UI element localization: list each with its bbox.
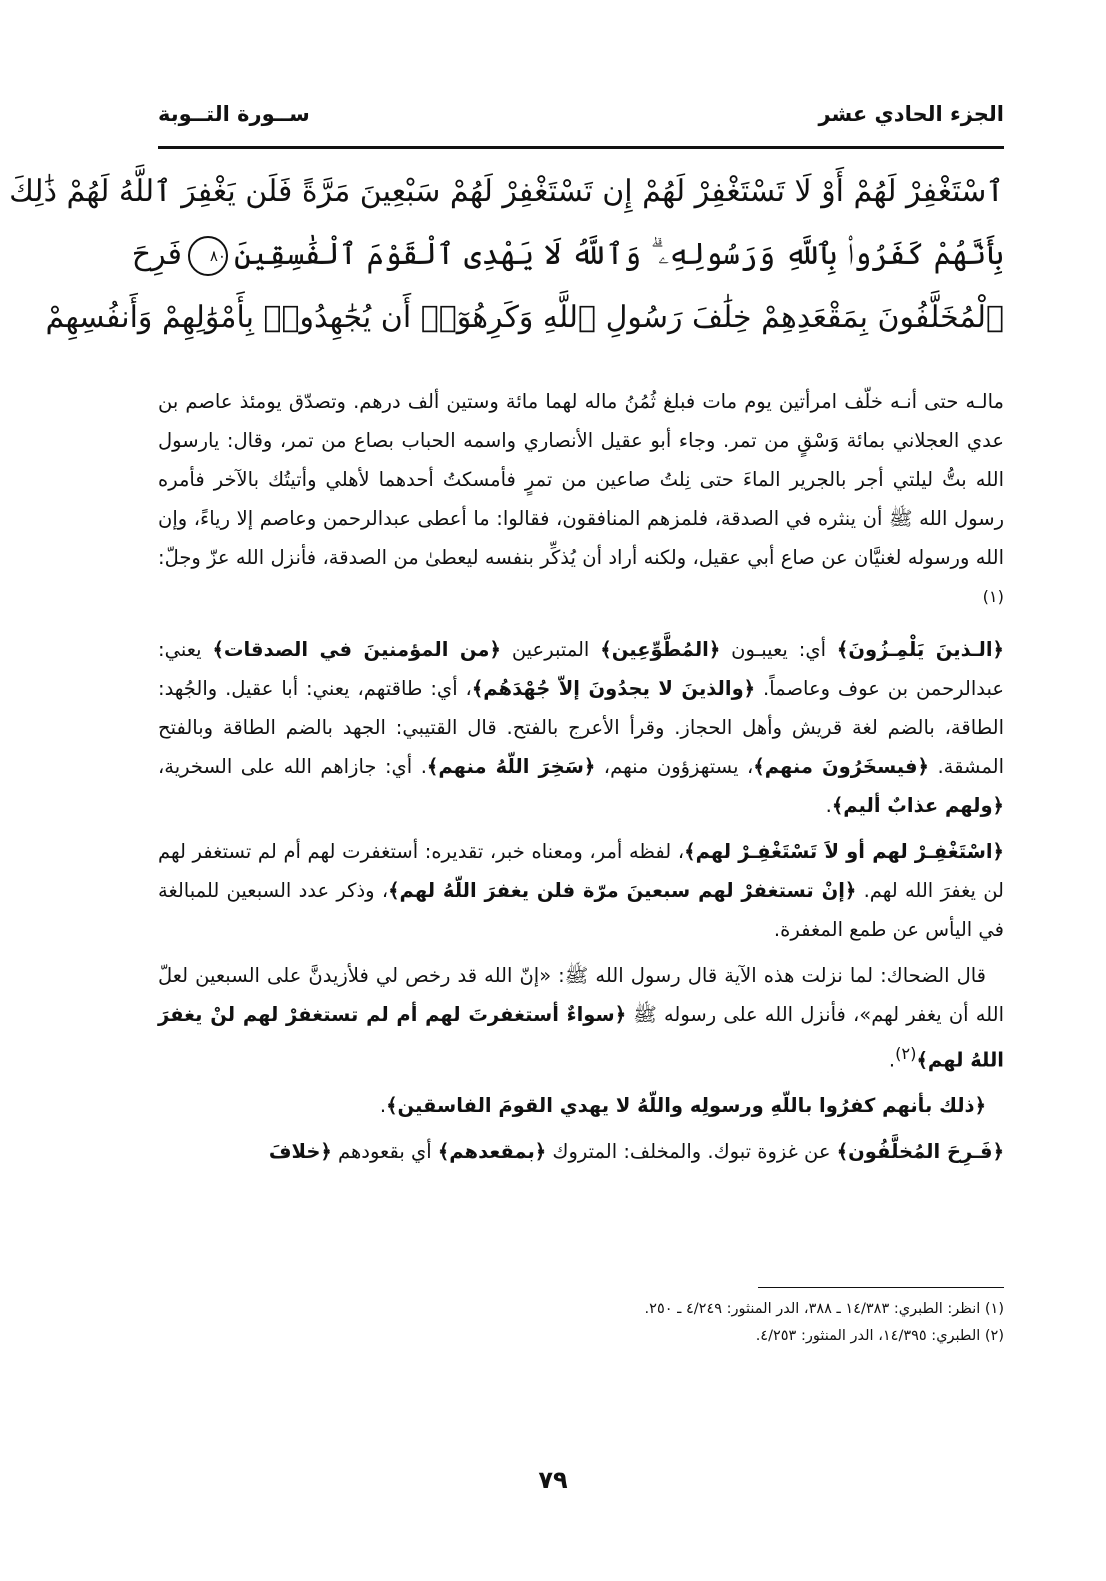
footnote-ref-2: (٢): [895, 1043, 917, 1063]
quran-quote: ﴿سواءٌ أستغفرتَ لهم أم لم تستغفرْ لهم لنْ يغفرَ اللهُ لهم﴾: [158, 1002, 1004, 1071]
commentary-text: ، يستهزؤون منهم،: [595, 754, 754, 778]
verse-line-1: ٱسْتَغْفِرْ لَهُمْ أَوْ لَا تَسْتَغْفِرْ لَهُمْ إِن تَسْتَغْفِرْ لَهُمْ سَبْعِينَ مَرَّةً فَلَن يَغْفِرَ ٱللَّهُ لَهُمْ ذَٰلِكَ: [9, 174, 1004, 209]
paragraph-2: [158, 630, 1004, 825]
commentary-text: أي: يعيبـون: [720, 637, 837, 661]
paragraph-5: [158, 1086, 1004, 1125]
commentary-text: قال الضحاك: لما نزلت هذه الآية قال رسول الله ﷺ: «إنّ الله قد رخص لي فلأزيدنَّ على السبعين لعلّ الله أن يغفر لهم»، فأنزل الله على رسوله ﷺ: [158, 963, 1004, 1026]
running-header: [158, 96, 1004, 138]
ayah-number-marker: ٨٠: [188, 236, 228, 276]
paragraph-1-text: مالـه حتى أنـه خلّف امرأتين يوم مات فبلغ ثُمُنُ ماله لهما مائة وستين ألف درهم. وتصدّق يومئذ عاصم بن عدي العجلاني بمائة وَسْقٍ من تمر. وجاء أبو عقيل الأنصاري واسمه الحباب بصاع من تمر، وقال: يارسول الله بتُّ ليلتي أجر بالجرير الماءَ حتى نِلتُ صاعين من تمرٍ فأمسكتُ أحدهما لأهلي وأتيتُك بالآخر فأمره رسول الله ﷺ أن ينثره في الصدقة، فلمزهم المنافقون، فقالوا: ما أعطى عبدالرحمن وعاصم إلا رياءً، وإن الله ورسوله لغنيَّان عن صاع أبي عقيل، ولكنه أراد أن يُذكِّر بنفسه ليعطىٰ من الصدقة، فأنزل الله عزّ وجلّ:: [158, 390, 1004, 569]
verse-line-2-text: بِأَنَّهُمْ كَفَرُوا۟ بِٱللَّهِ وَرَسُولِهِۦ ۗ وَٱللَّهُ لَا يَهْدِى ٱلْقَوْمَ ٱلْفَٰسِقِينَ: [233, 237, 1004, 272]
quran-quote: ﴿من المؤمنينَ في الصدقات﴾: [212, 637, 501, 661]
quran-verse-block: [9, 160, 1004, 349]
commentary-text: ، وذكر عدد السبعين للمبالغة في اليأس عن طمع المغفرة.: [158, 878, 1004, 941]
quran-quote: ﴿سَخِرَ اللّهُ منهم﴾: [426, 754, 596, 778]
part-title: الجزء الحادي عشر: [818, 102, 1004, 126]
paragraph-6: [158, 1132, 1004, 1171]
commentary-text: . أي: جازاهم الله على السخرية،: [158, 754, 427, 778]
quran-quote: ﴿ذلك بأنهم كفرُوا باللّهِ ورسولِه واللّهُ لا يهدي القومَ الفاسقين﴾: [386, 1094, 986, 1117]
paragraph-4: [158, 956, 1004, 1080]
commentary-text: ، لفظه أمر، ومعناه خبر، تقديره: أستغفرت لهم أم لم تستغفر لهم لن يغفرَ الله لهم.: [158, 839, 1004, 902]
commentary-text: ، أي: طاقتهم، يعني: أبا عقيل. والجُهد: الطاقة، بالضم لغة قريش وأهل الحجاز. وقرأ الأعرج بالفتح. قال القتيبي: الجهد بالضم الطاقة وبالفتح المشقة.: [158, 676, 1004, 778]
quran-quote: ﴿والذينَ لا يجدُونَ إلاّ جُهْدَهُم﴾: [471, 676, 756, 700]
verse-line-2: [131, 223, 1004, 286]
page-number: ٧٩: [538, 1466, 568, 1494]
commentary-text: .: [825, 793, 832, 817]
paragraph-1: [158, 382, 1004, 623]
surah-title: ســورة التــوبة: [158, 102, 310, 126]
footnote-rule: [758, 1287, 1004, 1288]
footnote-1: (١) انظر: الطبري: ١٤/٣٨٣ ـ ٣٨٨، الدر المنثور: ٤/٢٤٩ ـ ٢٥٠.: [644, 1301, 1004, 1317]
commentary-text: أي بقعودهم: [331, 1140, 438, 1163]
header-rule: [158, 146, 1004, 149]
verse-line-2-tail: فَرِحَ: [131, 237, 182, 272]
quran-quote: ﴿بمقعدهم﴾: [437, 1140, 547, 1163]
quran-quote: ﴿خلافَ: [268, 1140, 332, 1163]
commentary-text: يعني: عبدالرحمن بن عوف وعاصماً.: [158, 637, 1005, 700]
quran-quote: ﴿اسْتَغْفِـرْ لهم أو لاَ تَسْتَغْفِـرْ لهم﴾: [684, 839, 1004, 863]
paragraph-3: [158, 832, 1004, 949]
quran-quote: ﴿المُطَّوِّعِين﴾: [600, 637, 721, 661]
quran-quote: ﴿ولهم عذابٌ أليم﴾: [831, 793, 1004, 817]
footnotes: [158, 1296, 1004, 1350]
commentary-text: .: [379, 1094, 387, 1117]
quran-quote: ﴿فيسخَرُونَ منهم﴾: [753, 754, 929, 778]
quran-quote: ﴿إنْ تستغفرْ لهم سبعينَ مرّة فلن يغفرَ اللّهُ لهم﴾: [388, 878, 857, 902]
verse-line-3: ٱلْمُخَلَّفُونَ بِمَقْعَدِهِمْ خِلَٰفَ رَسُولِ ٱللَّهِ وَكَرِهُوٓا۟ أَن يُجَٰهِدُوا۟ بِأَمْوَٰلِهِمْ وَأَنفُسِهِمْ: [45, 300, 1004, 335]
commentary-text: عن غزوة تبوك. والمخلف: المتروك: [546, 1140, 837, 1163]
footnote-ref-1: (١): [982, 587, 1004, 606]
quran-quote: ﴿الـذينَ يَلْمِـزُونَ﴾: [836, 637, 1004, 661]
commentary-body: [158, 382, 1004, 1178]
footnote-2: (٢) الطبري: ١٤/٣٩٥، الدر المنثور: ٤/٢٥٣.: [755, 1328, 1004, 1344]
commentary-text: .: [888, 1048, 896, 1071]
quran-quote: ﴿فَـرِحَ المُخلَّفُون﴾: [836, 1140, 1004, 1163]
commentary-text: المتبرعين: [500, 637, 601, 661]
